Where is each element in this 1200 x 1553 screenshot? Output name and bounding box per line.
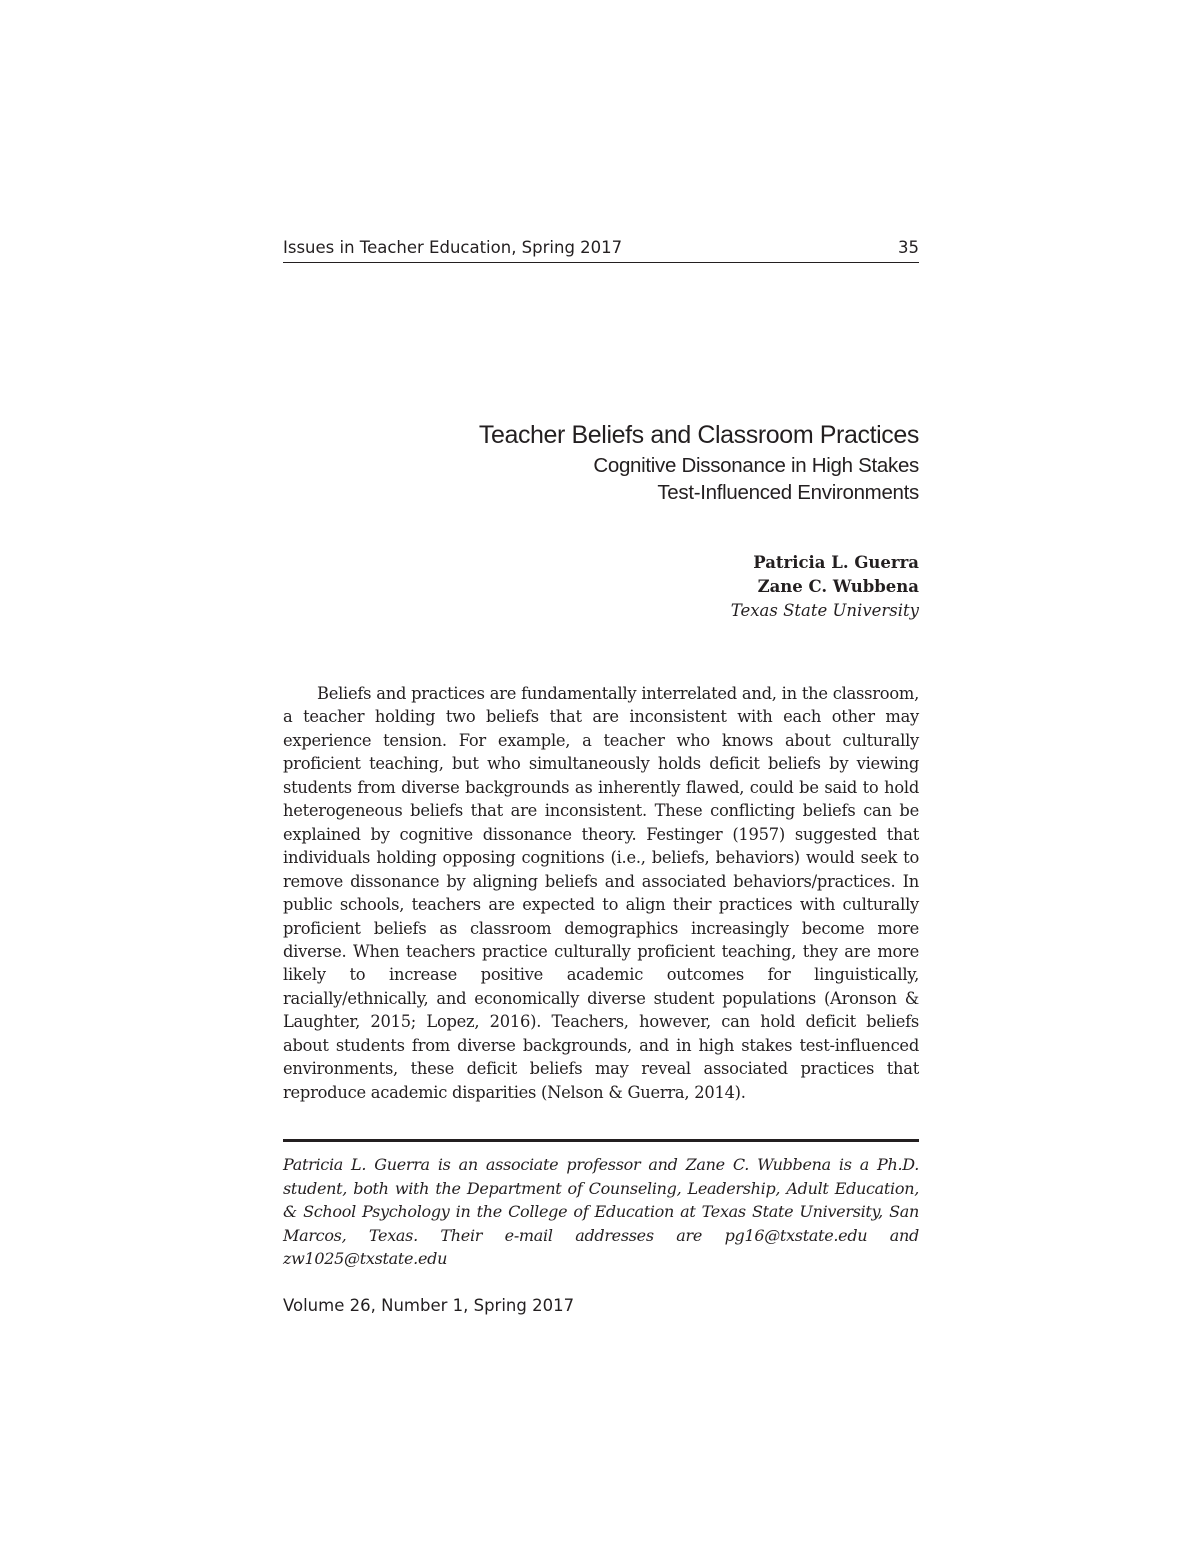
- article-subtitle-line-2: Test-Influenced Environments: [657, 481, 919, 504]
- author-name: Patricia L. Guerra: [753, 553, 919, 572]
- footnote-divider: [283, 1139, 919, 1142]
- body-paragraph: Beliefs and practices are fundamentally interrelated and, in the classroom, a teacher holding two beliefs that are inconsistent with each other may experience tension. For example, a teacher who knows about culturally proficient teaching, but who simultaneously holds deficit beliefs by viewing students from diverse backgrounds as inherently flawed, could be said to hold heterogeneous beliefs that are inconsistent. These conflicting beliefs can be explained by cognitive dissonance theory. Festinger (1957) suggested that individuals holding opposing cognitions (i.e., beliefs, behaviors) would seek to remove dissonance by aligning beliefs and associated behaviors/practices. In public schools, teachers are expected to align their practices with culturally proficient beliefs as classroom demographics increasingly become more diverse. When teachers practice culturally proficient teaching, they are more likely to increase positive academic outcomes for linguistically, racially/ethnically, and economically diverse student populations (Aronson & Laughter, 2015; Lopez, 2016). Teachers, however, can hold deficit beliefs about students from diverse backgrounds, and in high stakes test-influenced environments, these deficit beliefs may reveal associated practices that reproduce academic disparities (Nelson & Guerra, 2014).: [283, 684, 919, 1102]
- page-number: 35: [898, 238, 919, 257]
- article-subtitle-line-1: Cognitive Dissonance in High Stakes: [593, 454, 919, 477]
- journal-name: Issues in Teacher Education, Spring 2017: [283, 238, 623, 257]
- author-name: Zane C. Wubbena: [757, 577, 919, 596]
- author-footnote: Patricia L. Guerra is an associate professor and Zane C. Wubbena is a Ph.D. student, both with the Department of Counseling, Leadership, Adult Education, & School Psychology in the College of Education at Texas State University, San Marcos, Texas. Their e-mail addresses are pg16@txstate.edu and zw1025@txstate.edu: [283, 1155, 919, 1269]
- author-affiliation: Texas State University: [730, 601, 919, 620]
- issue-footer: Volume 26, Number 1, Spring 2017: [283, 1296, 575, 1315]
- author-block: [283, 551, 919, 623]
- article-title-block: [283, 418, 919, 506]
- running-head: [283, 236, 919, 263]
- journal-page: [283, 0, 919, 1553]
- article-title: Teacher Beliefs and Classroom Practices: [478, 421, 919, 449]
